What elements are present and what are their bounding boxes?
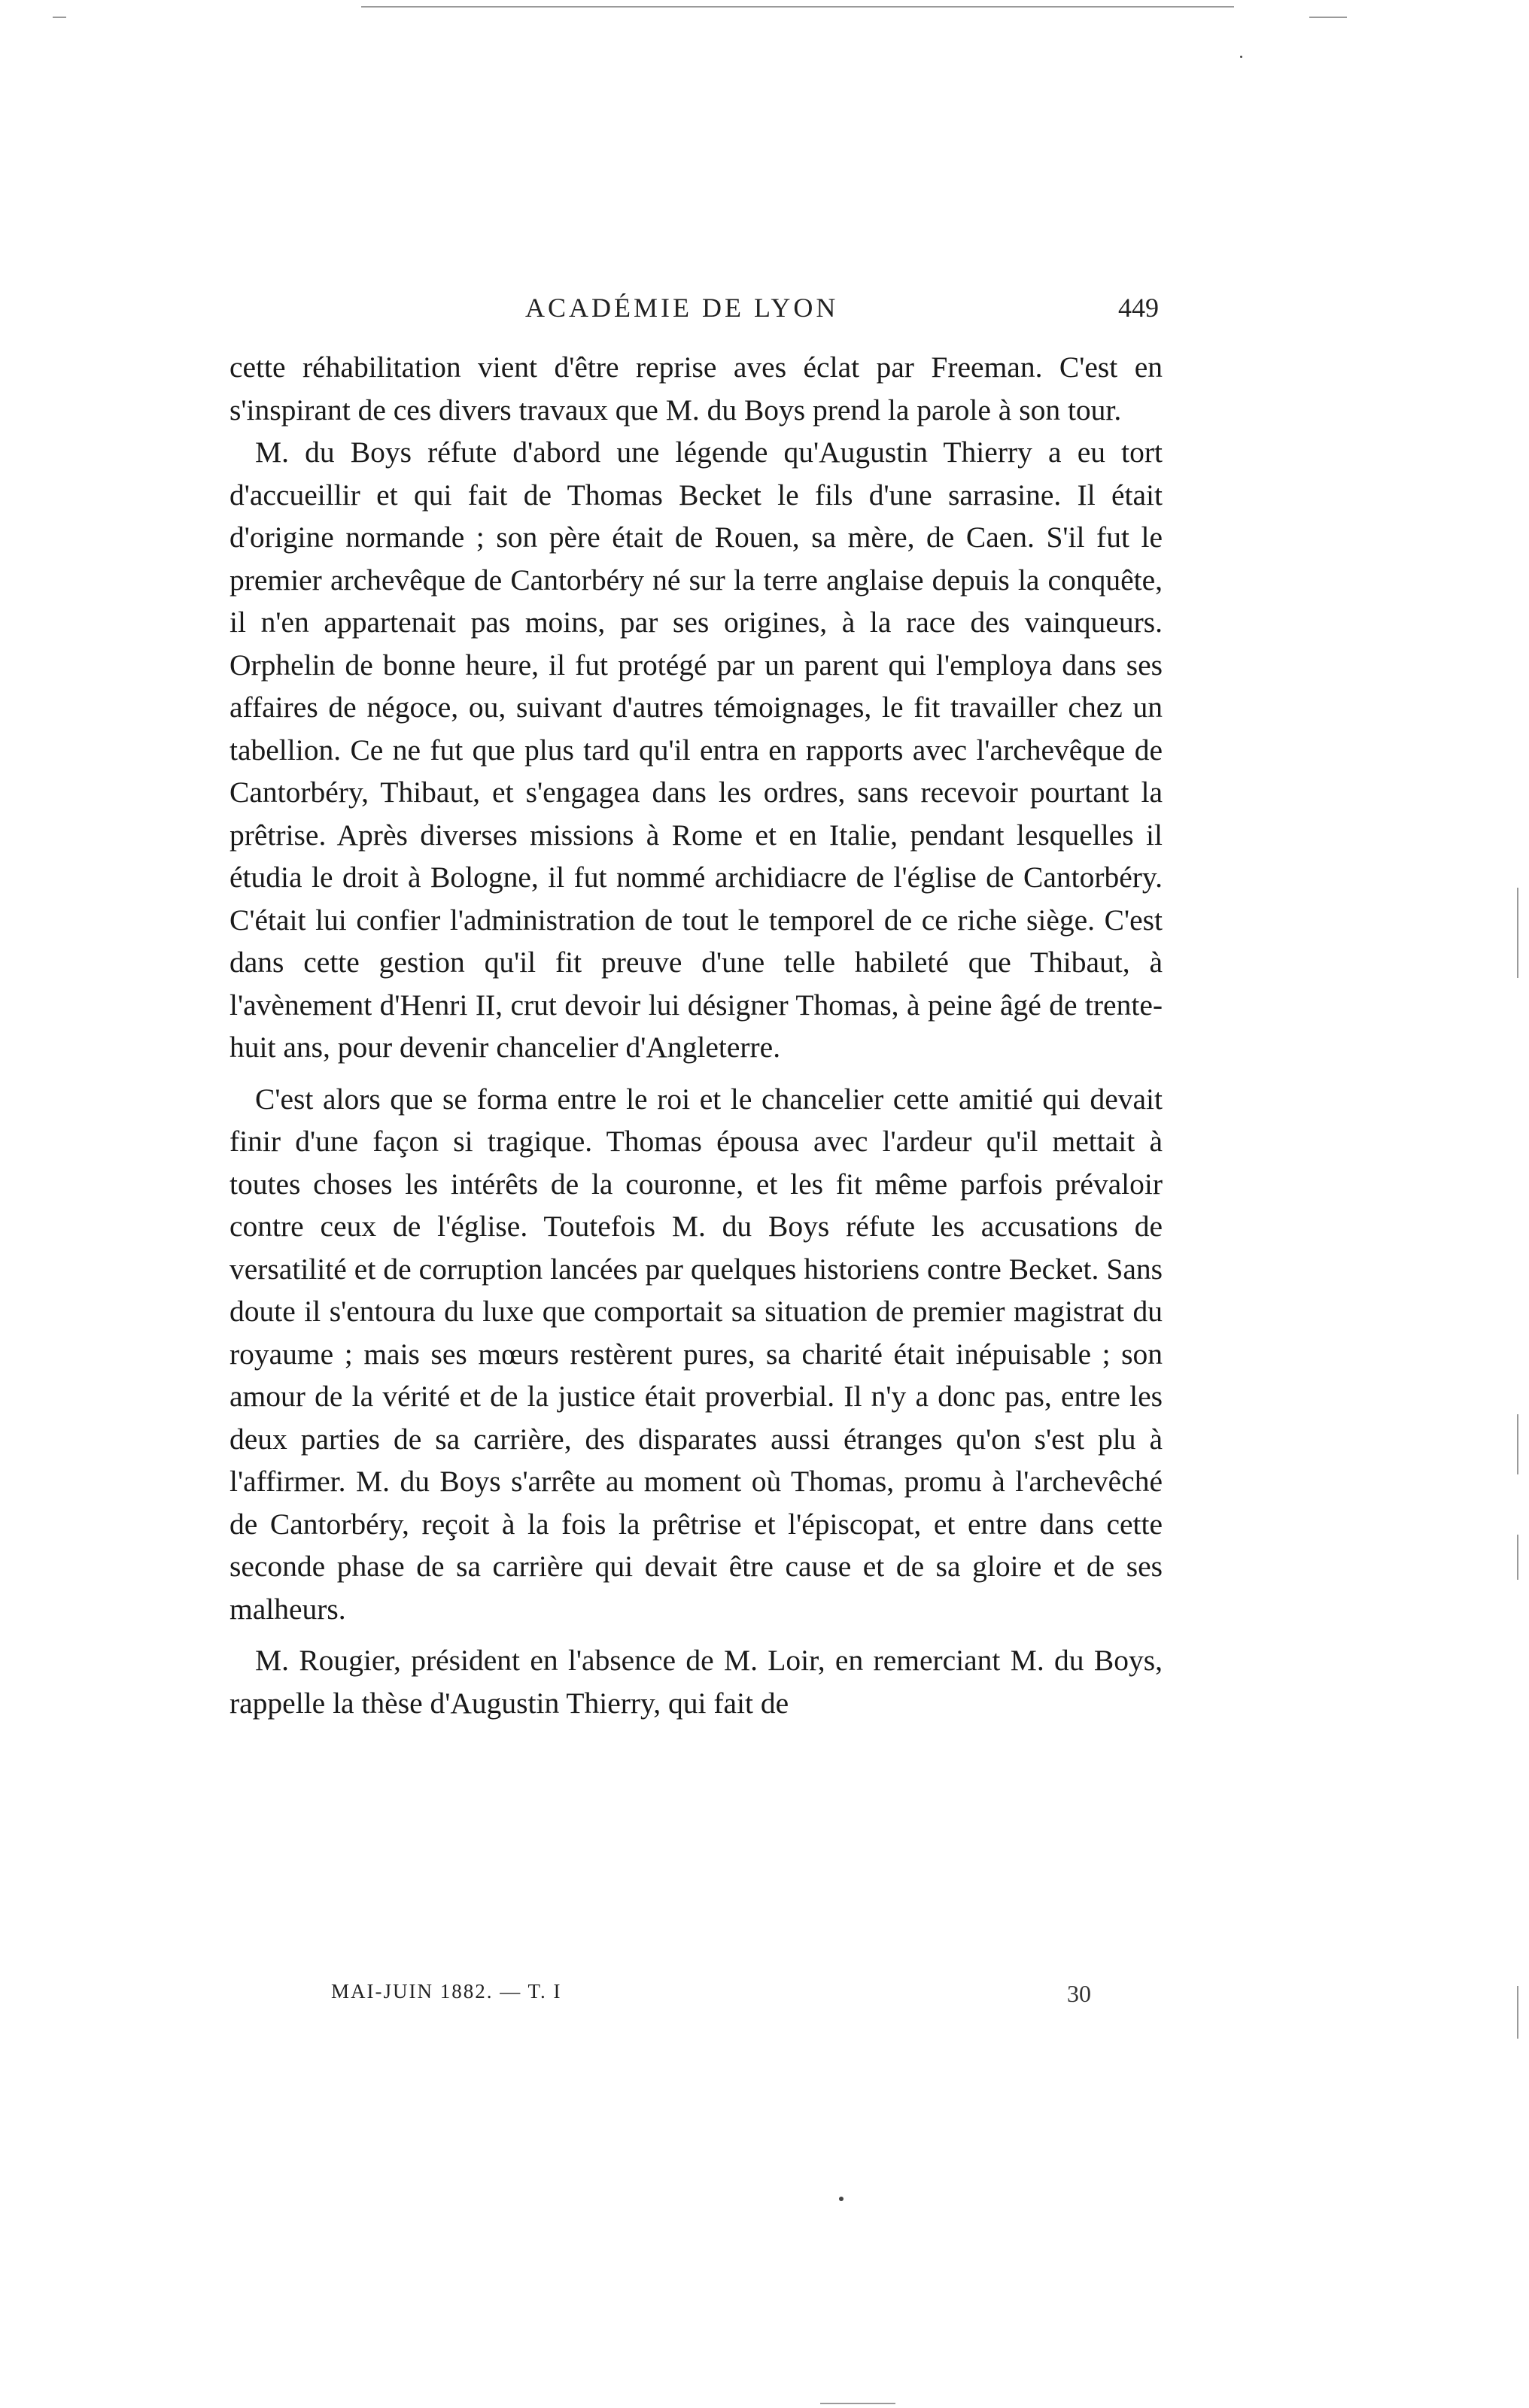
top-edge-line — [361, 6, 1234, 8]
right-edge-mark-4 — [1517, 1986, 1518, 2039]
right-edge-mark-3 — [1517, 1535, 1518, 1580]
running-head — [226, 292, 1159, 337]
right-edge-mark-1 — [1517, 888, 1518, 978]
body-text — [230, 346, 1163, 1724]
footer — [331, 1980, 1091, 2018]
right-edge-mark-2 — [1517, 1414, 1518, 1474]
paragraph-continuation: cette réhabilitation vient d'être reprise aves éclat par Freeman. C'est en s'inspirant de ces divers travaux que M. du Boys prend la parole à son tour. — [230, 351, 1163, 427]
paragraph: M. Rougier, président en l'absence de M. Loir, en remerciant M. du Boys, rappelle la thèse d'Augustin Thierry, qui fait de — [230, 1644, 1163, 1720]
page-number: 449 — [1118, 293, 1159, 323]
bottom-edge-line — [820, 2403, 895, 2404]
footer-signature: MAI-JUIN 1882. — T. I — [331, 1980, 562, 2003]
running-title: ACADÉMIE DE LYON — [525, 293, 839, 323]
top-left-mark — [53, 17, 66, 18]
paragraph: M. du Boys réfute d'abord une légende qu'Augustin Thierry a eu tort d'accueillir et qui fait de Thomas Becket le fils d'une sarrasine. Il était d'origine normande ; son père était de Rouen, sa mère, de Caen. S'il fut le premier archevêque de Cantorbéry né sur la terre anglaise depuis la conquête, il n'en appartenait pas moins, par ses origines, à la race des vainqueurs. Orphelin de bonne heure, il fut protégé par un parent qui l'employa dans ses affaires de négoce, ou, suivant d'autres témoignages, le fit travailler chez un tabellion. Ce ne fut que plus tard qu'il entra en rapports avec l'archevêque de Cantorbéry, Thibaut, et s'engagea dans les ordres, sans recevoir pourtant la prêtrise. Après diverses missions à Rome et en Italie, pendant lesquelles il étudia le droit à Bologne, il fut nommé archidiacre de l'église de Cantorbéry. C'était lui confier l'administration de tout le temporel de ce riche siège. C'est dans cette gestion qu'il fit preuve d'une telle habileté que Thibaut, à l'avènement d'Henri II, crut devoir lui désigner Thomas, à peine âgé de trente-huit ans, pour devenir chancelier d'Angleterre. — [230, 436, 1163, 1064]
top-right-mark — [1309, 17, 1347, 18]
paragraph: C'est alors que se forma entre le roi et le chancelier cette amitié qui devait finir d'une façon si tragique. Thomas épousa avec l'ardeur qu'il mettait à toutes choses les intérêts de la couronne, et les fit même parfois prévaloir contre ceux de l'église. Toutefois M. du Boys réfute les accusations de versatilité et de corruption lancées par quelques historiens contre Becket. Sans doute il s'entoura du luxe que comportait sa situation de premier magistrat du royaume ; mais ses mœurs restèrent pures, sa charité était inépuisable ; son amour de la vérité et de la justice était proverbial. Il n'y a donc pas, entre les deux parties de sa carrière, des disparates aussi étranges qu'on s'est plu à l'affirmer. M. du Boys s'arrête au moment où Thomas, promu à l'archevêché de Cantorbéry, reçoit à la fois la prêtrise et l'épiscopat, et entre dans cette seconde phase de sa carrière qui devait être cause et de sa gloire et de ses malheurs. — [230, 1082, 1163, 1626]
ink-speck — [839, 2197, 844, 2201]
sheet-number: 30 — [1067, 1980, 1091, 2007]
ink-speck — [1240, 56, 1242, 58]
